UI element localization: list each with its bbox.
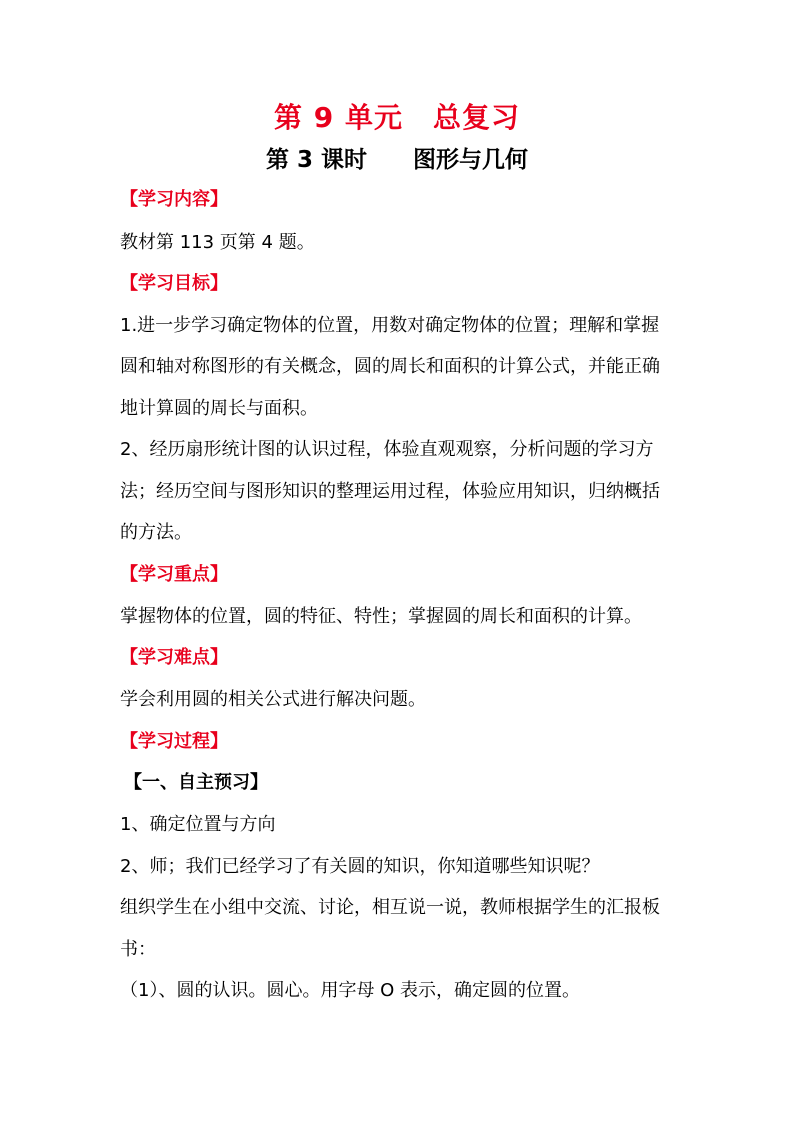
unit-number: 第 9 单元 xyxy=(274,101,403,134)
content-text: 教材第 113 页第 4 题。 xyxy=(120,232,315,253)
lesson-title xyxy=(0,143,794,177)
unit-title xyxy=(0,98,794,138)
process-line: 1、确定位置与方向 xyxy=(120,814,276,835)
lesson-number: 第 3 课时 xyxy=(265,147,368,173)
key-points-heading: 【学习重点】 xyxy=(120,564,228,585)
objective-line: 2、经历扇形统计图的认识过程，体验直观观察，分析问题的学习方 xyxy=(120,439,654,460)
objective-line: 法；经历空间与图形知识的整理运用过程，体验应用知识，归纳概括 xyxy=(120,481,660,502)
lesson-name: 图形与几何 xyxy=(413,147,529,173)
process-line: 书： xyxy=(120,939,156,960)
objective-line: 地计算圆的周长与面积。 xyxy=(120,398,318,419)
unit-name: 总复习 xyxy=(432,101,520,134)
difficulties-text: 学会利用圆的相关公式进行解决问题。 xyxy=(120,689,426,710)
difficulties-heading: 【学习难点】 xyxy=(120,647,228,668)
objective-line: 1.进一步学习确定物体的位置，用数对确定物体的位置；理解和掌握 xyxy=(120,315,660,336)
objective-line: 圆和轴对称图形的有关概念，圆的周长和面积的计算公式，并能正确 xyxy=(120,356,660,377)
process-heading: 【学习过程】 xyxy=(120,731,228,752)
preview-subheading: 【一、自主预习】 xyxy=(124,772,268,793)
objectives-heading: 【学习目标】 xyxy=(120,273,228,294)
objective-line: 的方法。 xyxy=(120,522,192,543)
process-line: （1）、圆的认识。圆心。用字母 O 表示，确定圆的位置。 xyxy=(120,980,581,1001)
process-line: 2、师；我们已经学习了有关圆的知识，你知道哪些知识呢？ xyxy=(120,856,600,877)
key-points-text: 掌握物体的位置，圆的特征、特性；掌握圆的周长和面积的计算。 xyxy=(120,606,642,627)
process-line: 组织学生在小组中交流、讨论，相互说一说，教师根据学生的汇报板 xyxy=(120,897,660,918)
content-heading: 【学习内容】 xyxy=(120,189,228,210)
